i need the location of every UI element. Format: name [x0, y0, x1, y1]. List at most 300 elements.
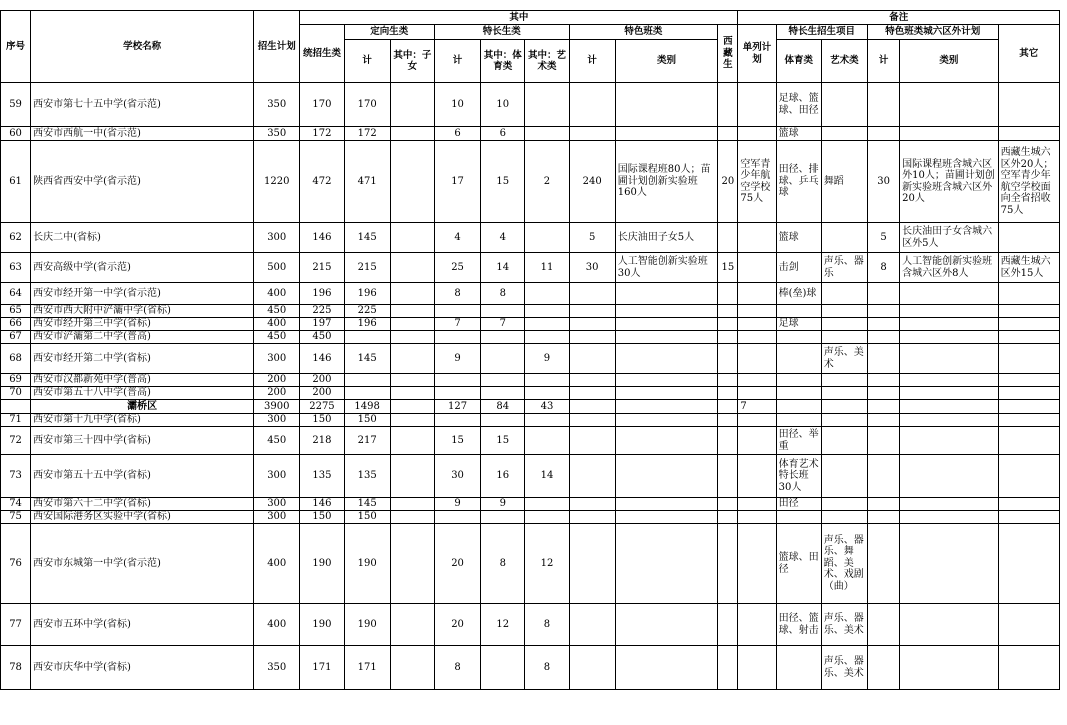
cell-tese-total [569, 387, 615, 400]
cell-unified: 196 [300, 283, 344, 305]
cell-xiangmu-yishu [821, 427, 867, 455]
cell-techang-tiyu [481, 646, 525, 690]
header-xiangmu-tiyu: 体育类 [776, 40, 821, 83]
cell-dingxiang-total: 471 [344, 141, 390, 223]
cell-dingxiang-total: 1498 [344, 400, 390, 414]
cell-techang-yishu: 14 [525, 455, 569, 498]
cell-unified: 150 [300, 511, 344, 524]
table-row [1, 414, 1060, 427]
cell-techang-tiyu [481, 414, 525, 427]
cell-dingxiang-total: 217 [344, 427, 390, 455]
cell-xiangmu-yishu: 声乐、美术 [821, 344, 867, 374]
cell-tese-type [615, 524, 717, 604]
cell-wai-total [868, 374, 900, 387]
cell-other [998, 646, 1059, 690]
cell-techang-total: 7 [434, 318, 480, 331]
cell-seq: 76 [1, 524, 31, 604]
cell-techang-total [434, 387, 480, 400]
cell-seq [1, 400, 31, 414]
cell-techang-total: 17 [434, 141, 480, 223]
cell-techang-tiyu [481, 374, 525, 387]
cell-wai-total [868, 305, 900, 318]
cell-xiangmu-tiyu: 篮球、田径 [776, 524, 821, 604]
cell-danlie [738, 604, 776, 646]
cell-xiangmu-tiyu: 田径、举重 [776, 427, 821, 455]
cell-xiangmu-yishu [821, 374, 867, 387]
cell-xiangmu-tiyu: 田径、排球、乒乓球 [776, 141, 821, 223]
cell-tese-total [569, 604, 615, 646]
cell-dingxiang-total: 145 [344, 223, 390, 253]
cell-techang-tiyu: 14 [481, 253, 525, 283]
cell-tese-total [569, 331, 615, 344]
header-techang-yishu: 其中：艺术类 [525, 40, 569, 83]
cell-techang-total: 6 [434, 127, 480, 141]
header-dingxiang-zinv: 其中：子女 [390, 40, 434, 83]
cell-plan: 400 [254, 524, 300, 604]
cell-dingxiang-zinv [390, 427, 434, 455]
cell-plan: 300 [254, 414, 300, 427]
cell-unified: 450 [300, 331, 344, 344]
cell-techang-tiyu [481, 344, 525, 374]
cell-wai-total [868, 400, 900, 414]
cell-unified: 2275 [300, 400, 344, 414]
cell-dingxiang-total [344, 387, 390, 400]
cell-xiangmu-yishu [821, 498, 867, 511]
header-tese-type: 类别 [615, 40, 717, 83]
cell-tese-type [615, 455, 717, 498]
cell-techang-tiyu: 10 [481, 83, 525, 127]
cell-dingxiang-total: 196 [344, 283, 390, 305]
cell-wai-total [868, 387, 900, 400]
cell-plan: 300 [254, 344, 300, 374]
cell-tese-total [569, 646, 615, 690]
cell-plan: 350 [254, 83, 300, 127]
cell-dingxiang-zinv [390, 414, 434, 427]
cell-seq: 68 [1, 344, 31, 374]
cell-techang-yishu: 8 [525, 604, 569, 646]
cell-xizang [718, 498, 738, 511]
cell-dingxiang-zinv [390, 387, 434, 400]
cell-school-name: 西安市经开第一中学(省示范) [31, 283, 254, 305]
cell-tese-total [569, 83, 615, 127]
header-plan: 招生计划 [254, 11, 300, 83]
cell-techang-yishu: 11 [525, 253, 569, 283]
cell-unified: 200 [300, 387, 344, 400]
cell-wai-total [868, 427, 900, 455]
cell-seq: 64 [1, 283, 31, 305]
header-wai-type: 类别 [900, 40, 998, 83]
cell-techang-yishu [525, 331, 569, 344]
cell-plan: 200 [254, 374, 300, 387]
cell-danlie [738, 344, 776, 374]
cell-xiangmu-tiyu: 田径、篮球、射击 [776, 604, 821, 646]
cell-dingxiang-total: 172 [344, 127, 390, 141]
cell-wai-total [868, 414, 900, 427]
cell-tese-type [615, 127, 717, 141]
cell-techang-yishu [525, 127, 569, 141]
cell-xiangmu-yishu [821, 318, 867, 331]
table-row [1, 511, 1060, 524]
cell-plan: 400 [254, 604, 300, 646]
cell-techang-total: 4 [434, 223, 480, 253]
header-dingxiang: 定向生类 [344, 25, 434, 40]
cell-unified: 197 [300, 318, 344, 331]
cell-techang-tiyu: 15 [481, 141, 525, 223]
header-techang-tiyu: 其中：体育类 [481, 40, 525, 83]
table-row [1, 524, 1060, 604]
cell-wai-type: 长庆油田子女含城六区外5人 [900, 223, 998, 253]
cell-unified: 146 [300, 498, 344, 511]
cell-dingxiang-total: 170 [344, 83, 390, 127]
cell-techang-total: 20 [434, 524, 480, 604]
cell-wai-total: 5 [868, 223, 900, 253]
cell-unified: 218 [300, 427, 344, 455]
cell-tese-type [615, 344, 717, 374]
cell-danlie [738, 511, 776, 524]
cell-school-name: 西安市第七十五中学(省示范) [31, 83, 254, 127]
cell-wai-total [868, 524, 900, 604]
cell-danlie [738, 83, 776, 127]
cell-dingxiang-zinv [390, 524, 434, 604]
cell-seq: 73 [1, 455, 31, 498]
cell-danlie [738, 331, 776, 344]
cell-school-name: 长庆二中(省标) [31, 223, 254, 253]
cell-xizang [718, 83, 738, 127]
table-row [1, 387, 1060, 400]
header-xizang: 西藏生 [718, 25, 738, 83]
cell-school-name: 灞桥区 [31, 400, 254, 414]
cell-seq: 78 [1, 646, 31, 690]
cell-techang-tiyu: 9 [481, 498, 525, 511]
cell-xiangmu-tiyu [776, 400, 821, 414]
cell-dingxiang-total: 190 [344, 524, 390, 604]
cell-xiangmu-yishu: 声乐、器乐 [821, 253, 867, 283]
header-group-qizhong: 其中 [300, 11, 738, 25]
cell-xiangmu-yishu [821, 511, 867, 524]
cell-tese-type: 国际课程班80人；苗圃计划创新实验班160人 [615, 141, 717, 223]
cell-xizang [718, 223, 738, 253]
cell-wai-type [900, 305, 998, 318]
cell-seq: 62 [1, 223, 31, 253]
cell-plan: 450 [254, 427, 300, 455]
cell-tese-type [615, 414, 717, 427]
cell-techang-yishu [525, 374, 569, 387]
cell-danlie [738, 498, 776, 511]
cell-wai-type: 国际课程班含城六区外10人；苗圃计划创新实验班含城六区外20人 [900, 141, 998, 223]
cell-plan: 500 [254, 253, 300, 283]
table-header [1, 11, 1060, 83]
cell-xizang [718, 604, 738, 646]
header-unified: 统招生类 [300, 25, 344, 83]
cell-wai-total [868, 318, 900, 331]
cell-techang-total: 20 [434, 604, 480, 646]
table-row [1, 223, 1060, 253]
cell-xiangmu-yishu [821, 400, 867, 414]
cell-other [998, 318, 1059, 331]
cell-wai-type [900, 646, 998, 690]
cell-school-name: 西安市经开第三中学(省标) [31, 318, 254, 331]
cell-dingxiang-zinv [390, 331, 434, 344]
cell-dingxiang-total: 215 [344, 253, 390, 283]
cell-techang-yishu [525, 511, 569, 524]
cell-danlie [738, 414, 776, 427]
cell-other: 西藏生城六区外20人；空军青少年航空学校面向全省招收75人 [998, 141, 1059, 223]
cell-xiangmu-tiyu [776, 374, 821, 387]
cell-danlie [738, 646, 776, 690]
cell-techang-tiyu: 15 [481, 427, 525, 455]
cell-school-name: 西安市第六十二中学(省标) [31, 498, 254, 511]
cell-seq: 69 [1, 374, 31, 387]
cell-school-name: 西安市第五十八中学(普高) [31, 387, 254, 400]
cell-techang-total: 8 [434, 646, 480, 690]
cell-wai-type [900, 127, 998, 141]
cell-danlie [738, 427, 776, 455]
cell-school-name: 西安市西大附中浐灞中学(省标) [31, 305, 254, 318]
admissions-plan-table [0, 10, 1060, 690]
cell-xizang [718, 344, 738, 374]
cell-plan: 200 [254, 387, 300, 400]
cell-xizang [718, 387, 738, 400]
cell-seq: 63 [1, 253, 31, 283]
cell-tese-type [615, 387, 717, 400]
cell-xiangmu-yishu [821, 414, 867, 427]
header-dingxiang-total: 计 [344, 40, 390, 83]
cell-dingxiang-total: 145 [344, 344, 390, 374]
cell-school-name: 西安市五环中学(省标) [31, 604, 254, 646]
cell-wai-type [900, 455, 998, 498]
cell-tese-type: 人工智能创新实验班30人 [615, 253, 717, 283]
cell-danlie: 7 [738, 400, 776, 414]
cell-techang-tiyu: 4 [481, 223, 525, 253]
cell-tese-total [569, 511, 615, 524]
cell-techang-total [434, 305, 480, 318]
cell-xiangmu-tiyu: 篮球 [776, 127, 821, 141]
cell-tese-type: 长庆油田子女5人 [615, 223, 717, 253]
cell-xiangmu-tiyu: 体育艺术特长班30人 [776, 455, 821, 498]
cell-techang-tiyu [481, 305, 525, 318]
cell-unified: 171 [300, 646, 344, 690]
header-techang-total: 计 [434, 40, 480, 83]
cell-unified: 190 [300, 524, 344, 604]
cell-danlie: 空军青少年航空学校75人 [738, 141, 776, 223]
table-row [1, 331, 1060, 344]
cell-dingxiang-zinv [390, 127, 434, 141]
cell-xizang [718, 318, 738, 331]
cell-xiangmu-yishu [821, 283, 867, 305]
cell-other [998, 455, 1059, 498]
cell-xizang [718, 646, 738, 690]
cell-techang-total [434, 331, 480, 344]
cell-seq: 77 [1, 604, 31, 646]
cell-tese-type [615, 331, 717, 344]
header-tese-total: 计 [569, 40, 615, 83]
cell-danlie [738, 374, 776, 387]
cell-xizang [718, 414, 738, 427]
cell-xiangmu-yishu: 声乐、器乐、美术 [821, 646, 867, 690]
table-row [1, 253, 1060, 283]
header-danlie: 单列计划 [738, 25, 776, 83]
cell-other [998, 414, 1059, 427]
cell-seq: 61 [1, 141, 31, 223]
cell-unified: 146 [300, 344, 344, 374]
cell-dingxiang-zinv [390, 223, 434, 253]
cell-other [998, 344, 1059, 374]
cell-techang-yishu [525, 83, 569, 127]
cell-dingxiang-zinv [390, 511, 434, 524]
cell-plan: 300 [254, 498, 300, 511]
cell-wai-type [900, 283, 998, 305]
cell-xiangmu-tiyu: 击剑 [776, 253, 821, 283]
cell-wai-total [868, 127, 900, 141]
cell-dingxiang-zinv [390, 305, 434, 318]
cell-danlie [738, 387, 776, 400]
cell-plan: 400 [254, 318, 300, 331]
cell-tese-total [569, 374, 615, 387]
cell-dingxiang-zinv [390, 646, 434, 690]
cell-tese-type [615, 498, 717, 511]
header-other: 其它 [998, 25, 1059, 83]
table-row [1, 374, 1060, 387]
header-techang-xiangmu: 特长生招生项目 [776, 25, 867, 40]
cell-tese-total [569, 455, 615, 498]
cell-tese-total [569, 283, 615, 305]
cell-xiangmu-tiyu: 棒(垒)球 [776, 283, 821, 305]
cell-school-name: 西安市西航一中(省示范) [31, 127, 254, 141]
cell-xizang [718, 331, 738, 344]
cell-wai-total [868, 83, 900, 127]
cell-xiangmu-tiyu [776, 646, 821, 690]
header-xiangmu-yishu: 艺术类 [821, 40, 867, 83]
cell-plan: 350 [254, 127, 300, 141]
cell-techang-total [434, 374, 480, 387]
cell-seq: 74 [1, 498, 31, 511]
table-body [1, 83, 1060, 690]
cell-other [998, 400, 1059, 414]
cell-wai-total: 30 [868, 141, 900, 223]
cell-other [998, 511, 1059, 524]
cell-tese-type [615, 511, 717, 524]
cell-xiangmu-yishu [821, 127, 867, 141]
cell-plan: 300 [254, 223, 300, 253]
cell-techang-total: 8 [434, 283, 480, 305]
cell-other [998, 305, 1059, 318]
cell-danlie [738, 524, 776, 604]
cell-xizang [718, 427, 738, 455]
cell-xiangmu-tiyu [776, 511, 821, 524]
cell-wai-type [900, 387, 998, 400]
cell-xizang [718, 455, 738, 498]
cell-xizang [718, 400, 738, 414]
cell-xizang [718, 283, 738, 305]
cell-xiangmu-tiyu [776, 387, 821, 400]
cell-wai-type [900, 400, 998, 414]
cell-dingxiang-total: 190 [344, 604, 390, 646]
cell-unified: 190 [300, 604, 344, 646]
cell-dingxiang-zinv [390, 498, 434, 511]
cell-school-name: 西安市第三十四中学(省标) [31, 427, 254, 455]
cell-techang-total [434, 414, 480, 427]
table-row [1, 127, 1060, 141]
cell-plan: 400 [254, 283, 300, 305]
cell-other [998, 331, 1059, 344]
cell-techang-tiyu: 8 [481, 524, 525, 604]
cell-xiangmu-tiyu [776, 305, 821, 318]
cell-techang-yishu [525, 318, 569, 331]
cell-techang-total: 30 [434, 455, 480, 498]
cell-unified: 170 [300, 83, 344, 127]
cell-xizang [718, 127, 738, 141]
cell-dingxiang-total: 145 [344, 498, 390, 511]
header-group-beizhu: 备注 [738, 11, 1060, 25]
cell-tese-type [615, 318, 717, 331]
cell-unified: 215 [300, 253, 344, 283]
cell-xizang [718, 305, 738, 318]
cell-xiangmu-yishu: 舞蹈 [821, 141, 867, 223]
cell-tese-total [569, 400, 615, 414]
cell-danlie [738, 455, 776, 498]
cell-xizang: 15 [718, 253, 738, 283]
cell-wai-type [900, 498, 998, 511]
cell-wai-type [900, 344, 998, 374]
table-row [1, 604, 1060, 646]
cell-seq: 65 [1, 305, 31, 318]
cell-wai-type [900, 511, 998, 524]
cell-wai-type [900, 524, 998, 604]
cell-techang-total [434, 511, 480, 524]
cell-danlie [738, 127, 776, 141]
table-row [1, 83, 1060, 127]
cell-tese-total [569, 305, 615, 318]
table-row [1, 283, 1060, 305]
cell-tese-total: 240 [569, 141, 615, 223]
cell-danlie [738, 305, 776, 318]
cell-techang-tiyu [481, 331, 525, 344]
cell-dingxiang-total: 171 [344, 646, 390, 690]
cell-unified: 172 [300, 127, 344, 141]
cell-xizang [718, 511, 738, 524]
cell-unified: 150 [300, 414, 344, 427]
cell-techang-yishu [525, 283, 569, 305]
cell-school-name: 西安高级中学(省示范) [31, 253, 254, 283]
cell-dingxiang-zinv [390, 141, 434, 223]
cell-unified: 146 [300, 223, 344, 253]
cell-dingxiang-zinv [390, 253, 434, 283]
cell-dingxiang-total [344, 374, 390, 387]
table-row [1, 455, 1060, 498]
cell-other [998, 127, 1059, 141]
cell-xiangmu-tiyu: 足球 [776, 318, 821, 331]
cell-wai-total [868, 331, 900, 344]
cell-wai-type: 人工智能创新实验班含城六区外8人 [900, 253, 998, 283]
cell-techang-total: 9 [434, 344, 480, 374]
table-row [1, 498, 1060, 511]
cell-techang-yishu: 12 [525, 524, 569, 604]
cell-plan: 450 [254, 331, 300, 344]
cell-techang-yishu [525, 223, 569, 253]
table-row [1, 305, 1060, 318]
cell-unified: 200 [300, 374, 344, 387]
cell-dingxiang-total [344, 331, 390, 344]
cell-techang-yishu: 9 [525, 344, 569, 374]
cell-unified: 135 [300, 455, 344, 498]
header-wai-total: 计 [868, 40, 900, 83]
cell-dingxiang-zinv [390, 318, 434, 331]
table-row [1, 344, 1060, 374]
cell-techang-tiyu: 7 [481, 318, 525, 331]
cell-other [998, 604, 1059, 646]
cell-plan: 350 [254, 646, 300, 690]
cell-xiangmu-yishu [821, 305, 867, 318]
